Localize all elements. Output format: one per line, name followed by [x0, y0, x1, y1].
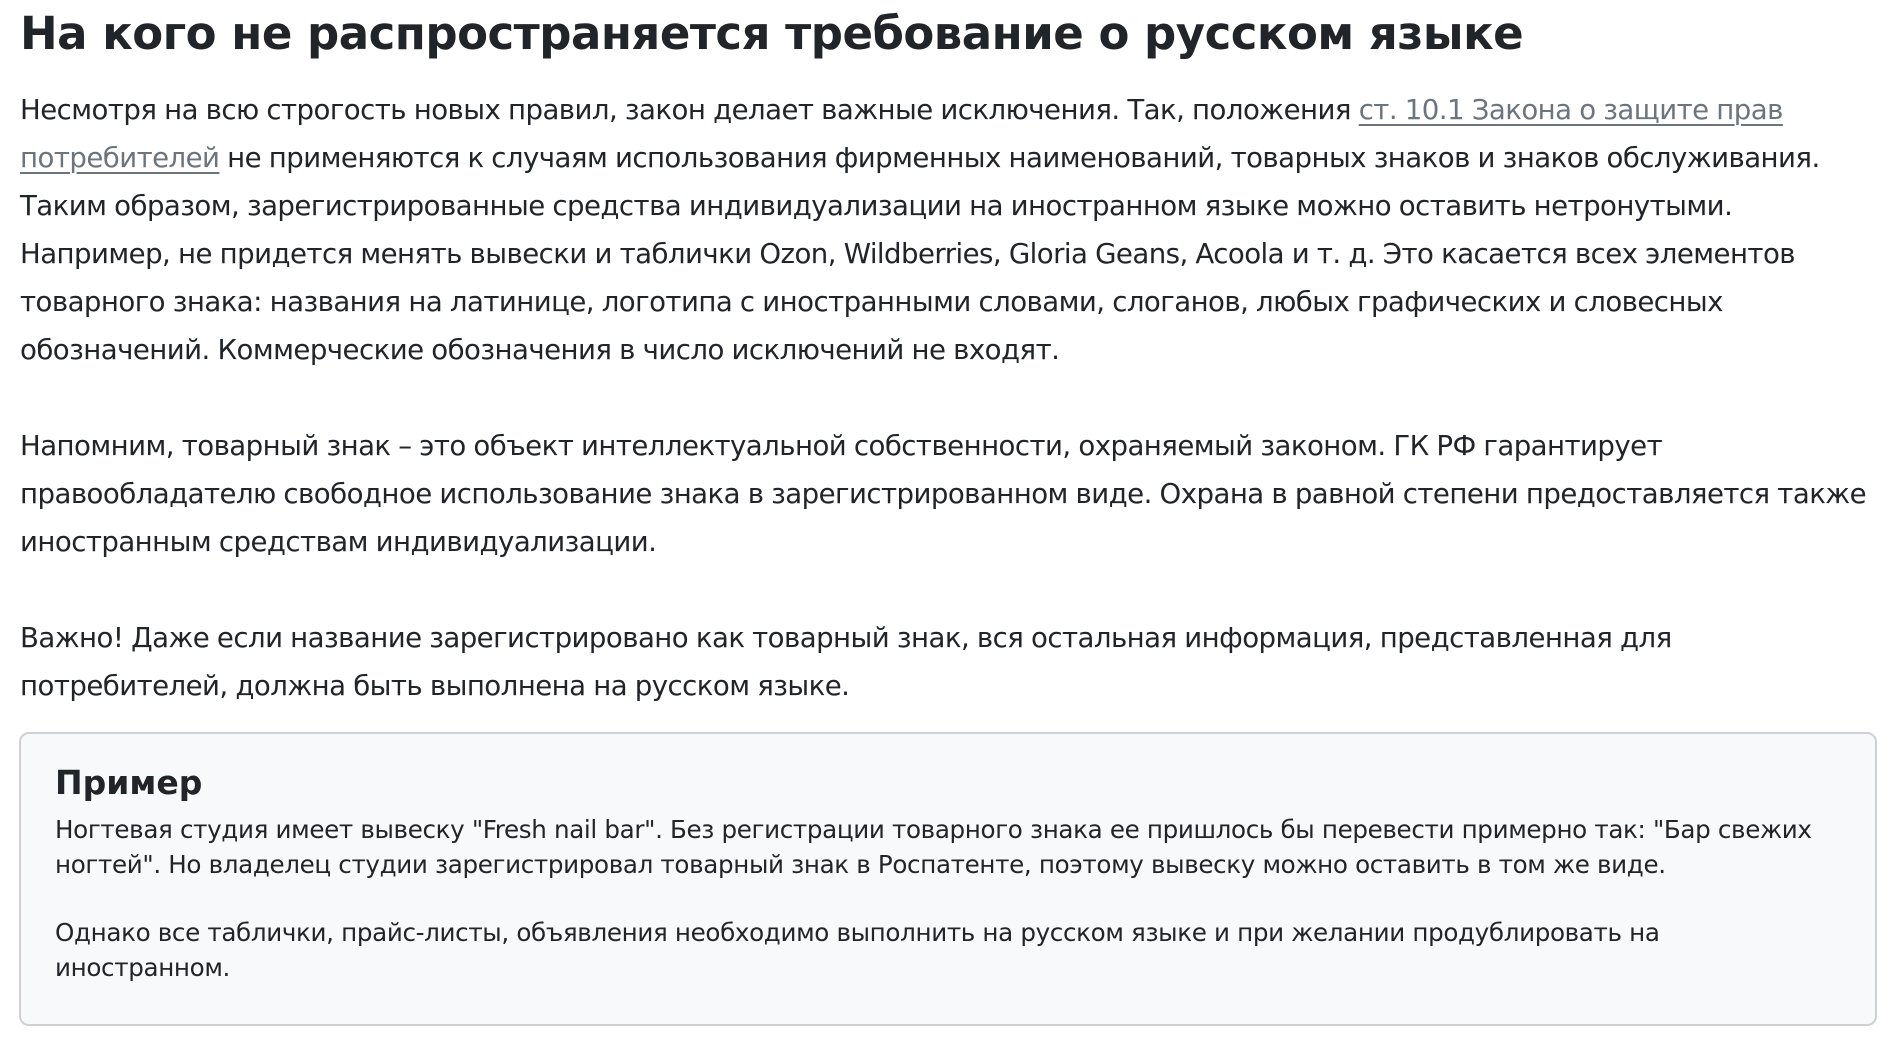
paragraph-trademark-reminder: Напомним, товарный знак – это объект интеллектуальной собственности, охраняемый законом. ГК РФ гарантирует правообладателю свободное использование знака в зарегистрированном виде. Охрана в равной степени предоставляется также иностранным средствам индивидуализации. [20, 429, 1867, 558]
section-heading: На кого не распространяется требование о русском языке [20, 7, 1524, 60]
consumer-protection-law-link[interactable]: ст. 10.1 Закона о защите прав потребителей [20, 93, 1783, 174]
example-paragraph: Однако все таблички, прайс-листы, объявления необходимо выполнить на русском языке и при желании продублировать на иностранном. [55, 918, 1660, 982]
paragraph-text: не применяются к случаям использования фирменных наименований, товарных знаков и знаков обслуживания. Таким образом, зарегистрированные средства индивидуализации на иностранном языке можно оставить нетронутыми. Например, не придется менять вывески и таблички Ozon, Wildberries, Gloria Geans, Acoola и т. д. Это касается всех элементов товарного знака: названия на латинице, логотипа с иностранными словами, слоганов, любых графических и словесных обозначений. Коммерческие обозначения в число исключений не входят. [20, 141, 1820, 366]
paragraph-text: Несмотря на всю строгость новых правил, закон делает важные исключения. Так, положения [20, 93, 1359, 126]
example-callout-box [19, 732, 1877, 1026]
example-title: Пример [55, 763, 203, 802]
example-paragraph: Ногтевая студия имеет вывеску "Fresh nail bar". Без регистрации товарного знака ее пришлось бы перевести примерно так: "Бар свежих ногтей". Но владелец студии зарегистрировал товарный знак в Роспатенте, поэтому вывеску можно оставить в том же виде. [55, 815, 1812, 879]
paragraph-exceptions [20, 86, 1882, 374]
article [20, 0, 1882, 710]
paragraph-important-note: Важно! Даже если название зарегистрировано как товарный знак, вся остальная информация, представленная для потребителей, должна быть выполнена на русском языке. [20, 621, 1672, 702]
